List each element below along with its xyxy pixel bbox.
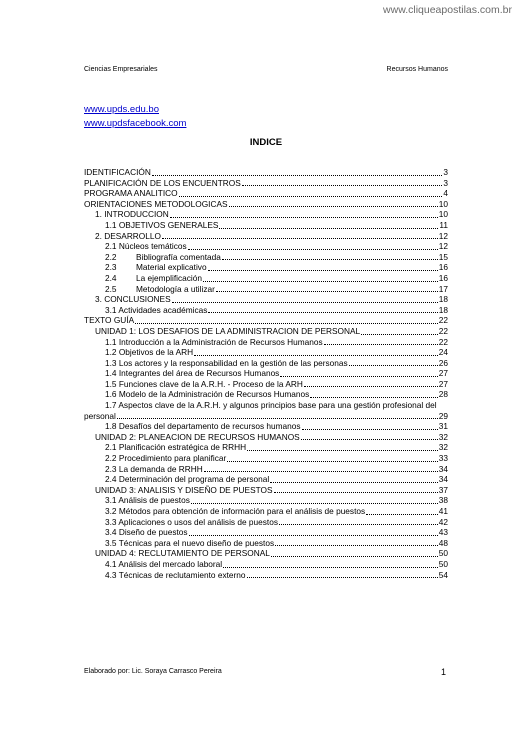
- dot-leader: [188, 249, 438, 250]
- toc-entry-page: 54: [438, 569, 448, 580]
- toc-entry-label: 1.7 Aspectos clave de la A.R.H. y algunos principios base para una gestión profesional del: [105, 400, 437, 411]
- toc-entry-page: 29: [438, 410, 448, 421]
- toc-entry-page: 50: [438, 548, 448, 559]
- dot-leader: [310, 397, 437, 398]
- dot-leader: [279, 524, 438, 525]
- toc-entry-label: 1.5 Funciones clave de la A.R.H. - Proceso de la ARH: [105, 378, 303, 389]
- dot-leader: [280, 376, 437, 377]
- toc-entry-label: 3.5 Técnicas para el nuevo diseño de puestos: [105, 537, 275, 548]
- dot-leader: [152, 175, 443, 176]
- page-number: 1: [440, 667, 446, 677]
- toc-entry-label: 3.1 Actividades académicas: [105, 304, 208, 315]
- toc-entry-page: 31: [438, 421, 448, 432]
- dot-leader: [302, 429, 438, 430]
- dot-leader: [170, 217, 438, 218]
- toc-entry-page: 4: [443, 188, 448, 199]
- toc-entry-label: 3.1 Análisis de puestos: [105, 495, 190, 506]
- toc-entry-label: UNIDAD 2: PLANEACION DE RECURSOS HUMANOS: [95, 431, 300, 442]
- toc-entry-label: 1.1 OBJETIVOS GENERALES: [105, 219, 219, 230]
- header-left: Ciencias Empresariales: [84, 66, 158, 73]
- toc-entry-page: 50: [438, 558, 448, 569]
- toc-entry-number: 2.4: [105, 272, 117, 283]
- toc-entry[interactable]: [84, 495, 448, 506]
- toc-entry-label: Material explicativo: [136, 262, 207, 273]
- toc-entry[interactable]: [84, 474, 448, 485]
- toc-entry-page: 12: [438, 230, 448, 241]
- toc-entry[interactable]: [84, 400, 448, 421]
- toc-entry-label: UNIDAD 4: RECLUTAMIENTO DE PERSONAL: [95, 548, 270, 559]
- toc-entry[interactable]: [84, 294, 448, 305]
- dot-leader: [349, 365, 438, 366]
- toc-entry-label: 4.1 Análisis del mercado laboral: [105, 558, 223, 569]
- dot-leader: [117, 418, 438, 419]
- dot-leader: [247, 450, 438, 451]
- links-block: [84, 103, 186, 131]
- dot-leader: [361, 334, 438, 335]
- dot-leader: [208, 270, 438, 271]
- toc-entry-label: 1.3 Los actores y la responsabilidad en la gestión de las personas: [105, 357, 348, 368]
- dot-leader: [191, 503, 438, 504]
- toc-entry[interactable]: [84, 231, 448, 242]
- toc-entry-page: 18: [438, 294, 448, 305]
- toc-entry[interactable]: [84, 262, 448, 273]
- dot-leader: [216, 291, 438, 292]
- toc-entry[interactable]: [84, 241, 448, 252]
- toc-entry[interactable]: [84, 337, 448, 348]
- link-upds-site[interactable]: www.upds.edu.bo: [84, 104, 159, 115]
- toc-entry-number: 2.3: [105, 262, 117, 273]
- toc-entry-page: 33: [438, 453, 448, 464]
- dot-leader: [275, 545, 438, 546]
- toc-entry-label: 3.2 Métodos para obtención de información para el análisis de puestos: [105, 506, 366, 516]
- dot-leader: [219, 228, 438, 229]
- toc-entry-page: 3: [443, 177, 448, 188]
- dot-leader: [304, 386, 438, 387]
- toc-entry[interactable]: [84, 570, 448, 581]
- link-upds-facebook[interactable]: www.updsfacebook.com: [84, 118, 187, 129]
- toc-entry[interactable]: [84, 368, 448, 379]
- dot-leader: [242, 185, 443, 186]
- toc-entry-label: PROGRAMA ANALITICO: [84, 188, 178, 199]
- toc-entry[interactable]: [84, 559, 448, 570]
- toc-entry-label: 2.4 Determinación del programa de personal: [105, 474, 270, 485]
- dot-leader: [204, 471, 438, 472]
- dot-leader: [208, 312, 437, 313]
- toc-entry-label: UNIDAD 1: LOS DESAFIOS DE LA ADMINISTRACION DE PERSONAL: [95, 325, 361, 336]
- toc-entry-page: 43: [438, 527, 448, 538]
- toc-entry-label: UNIDAD 3: ANALISIS Y DISEÑO DE PUESTOS: [95, 484, 273, 495]
- toc-entry[interactable]: [84, 209, 448, 220]
- toc-entry-label: 2.1 Núcleos temáticos: [105, 241, 187, 252]
- toc-entry-label: 1.4 Integrantes del área de Recursos Humanos: [105, 368, 280, 379]
- toc-entry[interactable]: [84, 538, 448, 549]
- dot-leader: [229, 206, 438, 207]
- toc-entry[interactable]: [84, 517, 448, 528]
- toc-entry-page: 32: [438, 442, 448, 453]
- dot-leader: [179, 196, 443, 197]
- toc-entry-page: 27: [438, 378, 448, 389]
- dot-leader: [162, 238, 438, 239]
- toc-entry-label-continued: personal: [84, 410, 116, 421]
- dot-leader: [135, 323, 438, 324]
- toc-entry-label: 1.1 Introducción a la Administración de Recursos Humanos: [105, 336, 323, 347]
- toc-entry-label: 3.3 Aplicaciones o usos del análisis de puestos: [105, 516, 278, 527]
- toc-entry-number: 2.2: [105, 251, 117, 262]
- toc-entry-page: 32: [438, 431, 448, 442]
- watermark-url[interactable]: www.cliqueapostilas.com.br: [383, 4, 512, 16]
- toc-entry[interactable]: [84, 548, 448, 559]
- toc-entry[interactable]: [84, 506, 448, 517]
- toc-entry-label: IDENTIFICACIÓN: [84, 167, 151, 177]
- dot-leader: [324, 344, 438, 345]
- toc-entry-label: La ejemplificación: [136, 272, 202, 283]
- toc-entry-page: 16: [438, 262, 448, 273]
- header-right: Recursos Humanos: [386, 66, 448, 73]
- toc-entry[interactable]: [84, 305, 448, 316]
- toc-entry-label: 2. DESARROLLO: [95, 230, 161, 241]
- toc-entry-page: 18: [438, 304, 448, 315]
- toc-entry[interactable]: [84, 326, 448, 337]
- toc-entry-label: PLANIFICACIÓN DE LOS ENCUENTROS: [84, 177, 241, 188]
- toc-entry[interactable]: [84, 421, 448, 432]
- toc-entry[interactable]: [84, 379, 448, 390]
- toc-entry-page: 16: [438, 272, 448, 283]
- toc-entry-page: 34: [438, 474, 448, 485]
- table-of-contents: [84, 167, 448, 580]
- dot-leader: [189, 535, 438, 536]
- toc-entry-page: 28: [438, 389, 448, 400]
- toc-entry-label: 2.1 Planificación estratégica de RRHH: [105, 442, 247, 453]
- toc-entry-label: 1.6 Modelo de la Administración de Recursos Humanos: [105, 389, 310, 400]
- footer-author: Elaborado por: Lic. Soraya Carrasco Pereira: [84, 668, 222, 675]
- dot-leader: [270, 482, 438, 483]
- toc-entry[interactable]: [84, 442, 448, 453]
- toc-entry-page: 3: [443, 167, 448, 177]
- toc-entry-page: 34: [438, 463, 448, 474]
- page-title: INDICE: [249, 137, 283, 148]
- toc-entry[interactable]: [84, 220, 448, 231]
- toc-entry-label: 1. INTRODUCCION: [95, 209, 169, 220]
- toc-entry-label: Metodología a utilizar: [136, 283, 215, 294]
- dot-leader: [222, 259, 438, 260]
- dot-leader: [301, 439, 438, 440]
- toc-entry-number: 2.5: [105, 283, 117, 294]
- toc-entry[interactable]: [84, 389, 448, 400]
- toc-entry[interactable]: [84, 199, 448, 210]
- toc-entry-page: 15: [438, 251, 448, 262]
- toc-entry-page: 48: [438, 537, 448, 548]
- dot-leader: [366, 514, 438, 515]
- toc-entry-page: 27: [438, 368, 448, 379]
- toc-entry-page: 10: [438, 198, 448, 209]
- toc-entry-label: ORIENTACIONES METODOLOGICAS: [84, 198, 228, 209]
- toc-entry[interactable]: [84, 284, 448, 295]
- dot-leader: [274, 492, 438, 493]
- toc-entry-page: 12: [438, 241, 448, 252]
- toc-entry[interactable]: [84, 347, 448, 358]
- toc-entry-label: TEXTO GUÍA: [84, 315, 135, 326]
- toc-entry-page: 42: [438, 516, 448, 527]
- toc-entry-label: 2.2 Procedimiento para planificar: [105, 453, 227, 464]
- toc-entry-label: Bibliografía comentada: [136, 251, 221, 262]
- toc-entry[interactable]: [84, 464, 448, 475]
- toc-entry[interactable]: [84, 432, 448, 443]
- toc-entry[interactable]: [84, 315, 448, 326]
- dot-leader: [172, 302, 438, 303]
- toc-entry-label: 3.4 Diseño de puestos: [105, 527, 188, 538]
- dot-leader: [194, 355, 438, 356]
- toc-entry-page: 22: [438, 336, 448, 347]
- toc-entry-label: 2.3 La demanda de RRHH: [105, 463, 203, 474]
- dot-leader: [223, 567, 438, 568]
- toc-entry[interactable]: [84, 527, 448, 538]
- toc-entry[interactable]: [84, 178, 448, 189]
- toc-entry-page: 37: [438, 484, 448, 495]
- toc-entry[interactable]: [84, 485, 448, 496]
- dot-leader: [271, 556, 438, 557]
- toc-entry-label: 1.2 Objetivos de la ARH: [105, 347, 194, 358]
- toc-entry-label: 4.3 Técnicas de reclutamiento externo: [105, 569, 246, 580]
- toc-entry[interactable]: [84, 188, 448, 199]
- dot-leader: [247, 577, 438, 578]
- toc-entry-page: 22: [438, 325, 448, 336]
- toc-entry-page: 17: [438, 283, 448, 294]
- toc-entry-label: 3. CONCLUSIONES: [95, 294, 171, 305]
- toc-entry-page: 24: [438, 347, 448, 358]
- toc-entry-page: 26: [438, 357, 448, 368]
- toc-entry[interactable]: [84, 453, 448, 464]
- toc-entry-page: 41: [438, 506, 448, 516]
- toc-entry[interactable]: [84, 167, 448, 178]
- dot-leader: [203, 281, 438, 282]
- toc-entry-label: 1.8 Desafíos del departamento de recursos humanos: [105, 421, 301, 432]
- toc-entry-page: 10: [438, 209, 448, 220]
- toc-entry[interactable]: [84, 358, 448, 369]
- toc-entry[interactable]: [84, 252, 448, 263]
- toc-entry-page: 11: [439, 219, 448, 230]
- toc-entry-page: 38: [438, 495, 448, 506]
- toc-entry-page: 22: [438, 315, 448, 326]
- toc-entry[interactable]: [84, 273, 448, 284]
- dot-leader: [227, 461, 437, 462]
